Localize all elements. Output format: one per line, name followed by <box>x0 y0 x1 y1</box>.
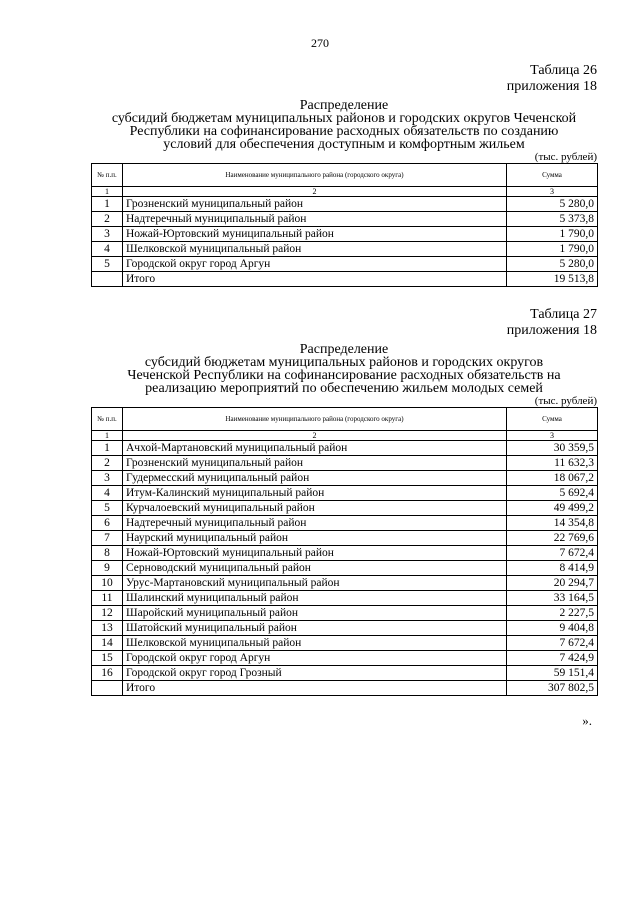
table-26 <box>91 163 598 287</box>
row-number: 10 <box>92 576 123 591</box>
table-row <box>92 197 598 212</box>
row-sum: 33 164,5 <box>507 591 598 606</box>
table-row <box>92 636 598 651</box>
row-number: 14 <box>92 636 123 651</box>
row-sum: 59 151,4 <box>507 666 598 681</box>
row-number: 16 <box>92 666 123 681</box>
table-27-label: Таблица 27 <box>530 307 597 322</box>
row-sum: 5 373,8 <box>507 212 598 227</box>
row-name: Надтеречный муниципальный район <box>123 212 507 227</box>
total-row <box>92 681 598 696</box>
table-27-title: Распределение <box>299 342 389 357</box>
table-row <box>92 242 598 257</box>
header-name: Наименование муниципального района (городского округа) <box>123 408 507 431</box>
table-27-subtitle-2: Чеченской Республики на софинансирование расходных обязательств на <box>127 368 561 383</box>
row-number: 12 <box>92 606 123 621</box>
index-cell: 2 <box>123 187 507 197</box>
row-number: 6 <box>92 516 123 531</box>
table-27-units: (тыс. рублей) <box>534 395 597 407</box>
row-sum: 7 672,4 <box>507 636 598 651</box>
header-number: № п.п. <box>92 164 123 187</box>
table-row <box>92 621 598 636</box>
table-row <box>92 576 598 591</box>
table-27 <box>91 407 598 696</box>
index-cell: 1 <box>92 187 123 197</box>
row-name: Городской округ город Грозный <box>123 666 507 681</box>
closing-quote-mark: ». <box>582 713 592 728</box>
table-row <box>92 456 598 471</box>
row-number: 3 <box>92 227 123 242</box>
row-sum: 1 790,0 <box>507 242 598 257</box>
index-cell: 2 <box>123 431 507 441</box>
row-name: Ачхой-Мартановский муниципальный район <box>123 441 507 456</box>
column-index-row <box>92 187 598 197</box>
table-27-subtitle-3: реализацию мероприятий по обеспечению жильем молодых семей <box>145 381 543 396</box>
row-name: Серноводский муниципальный район <box>123 561 507 576</box>
header-number: № п.п. <box>92 408 123 431</box>
table-header-row <box>92 408 598 431</box>
row-sum: 1 790,0 <box>507 227 598 242</box>
table-row <box>92 516 598 531</box>
row-number: 5 <box>92 257 123 272</box>
row-number: 7 <box>92 531 123 546</box>
table-row <box>92 546 598 561</box>
row-name: Грозненский муниципальный район <box>123 197 507 212</box>
row-name: Городской округ город Аргун <box>123 651 507 666</box>
row-name: Ножай-Юртовский муниципальный район <box>123 546 507 561</box>
row-name: Наурский муниципальный район <box>123 531 507 546</box>
table-27-block <box>91 307 597 696</box>
row-sum: 49 499,2 <box>507 501 598 516</box>
row-sum: 5 692,4 <box>507 486 598 501</box>
row-number: 4 <box>92 486 123 501</box>
row-name: Курчалоевский муниципальный район <box>123 501 507 516</box>
row-sum: 18 067,2 <box>507 471 598 486</box>
table-27-subtitle-1: субсидий бюджетам муниципальных районов и городских округов <box>144 355 544 370</box>
row-name: Надтеречный муниципальный район <box>123 516 507 531</box>
table-row <box>92 227 598 242</box>
row-number: 4 <box>92 242 123 257</box>
row-number: 8 <box>92 546 123 561</box>
row-name: Шелковской муниципальный район <box>123 242 507 257</box>
row-number: 3 <box>92 471 123 486</box>
row-sum: 11 632,3 <box>507 456 598 471</box>
table-row <box>92 441 598 456</box>
row-sum: 7 424,9 <box>507 651 598 666</box>
row-number: 11 <box>92 591 123 606</box>
row-number: 1 <box>92 197 123 212</box>
row-name: Гудермесский муниципальный район <box>123 471 507 486</box>
row-sum: 9 404,8 <box>507 621 598 636</box>
table-26-appendix: приложения 18 <box>506 79 597 94</box>
row-sum: 7 672,4 <box>507 546 598 561</box>
table-26-title: Распределение <box>299 98 389 113</box>
row-sum: 22 769,6 <box>507 531 598 546</box>
row-number: 2 <box>92 212 123 227</box>
index-cell: 3 <box>507 187 598 197</box>
row-sum: 14 354,8 <box>507 516 598 531</box>
header-sum: Сумма <box>507 408 598 431</box>
table-row <box>92 212 598 227</box>
row-sum: 5 280,0 <box>507 257 598 272</box>
row-sum: 20 294,7 <box>507 576 598 591</box>
row-name: Городской округ город Аргун <box>123 257 507 272</box>
row-sum: 8 414,9 <box>507 561 598 576</box>
row-number: 1 <box>92 441 123 456</box>
column-index-row <box>92 431 598 441</box>
total-number-cell <box>92 272 123 287</box>
page-number: 270 <box>311 36 329 50</box>
row-number: 5 <box>92 501 123 516</box>
header-sum: Сумма <box>507 164 598 187</box>
total-sum: 19 513,8 <box>507 272 598 287</box>
table-26-label: Таблица 26 <box>530 63 597 78</box>
row-name: Ножай-Юртовский муниципальный район <box>123 227 507 242</box>
index-cell: 3 <box>507 431 598 441</box>
total-sum: 307 802,5 <box>507 681 598 696</box>
row-name: Шалинский муниципальный район <box>123 591 507 606</box>
table-row <box>92 486 598 501</box>
row-number: 2 <box>92 456 123 471</box>
table-row <box>92 501 598 516</box>
row-number: 9 <box>92 561 123 576</box>
row-number: 13 <box>92 621 123 636</box>
total-number-cell <box>92 681 123 696</box>
row-sum: 2 227,5 <box>507 606 598 621</box>
table-row <box>92 606 598 621</box>
row-name: Итум-Калинский муниципальный район <box>123 486 507 501</box>
table-27-appendix: приложения 18 <box>506 323 597 338</box>
table-row <box>92 591 598 606</box>
row-name: Грозненский муниципальный район <box>123 456 507 471</box>
table-26-subtitle-3: условий для обеспечения доступным и комфортным жильем <box>163 137 525 152</box>
row-name: Шелковской муниципальный район <box>123 636 507 651</box>
table-26-units: (тыс. рублей) <box>534 151 597 163</box>
table-row <box>92 651 598 666</box>
total-label: Итого <box>123 681 507 696</box>
table-row <box>92 257 598 272</box>
total-label: Итого <box>123 272 507 287</box>
row-sum: 30 359,5 <box>507 441 598 456</box>
index-cell: 1 <box>92 431 123 441</box>
row-number: 15 <box>92 651 123 666</box>
row-name: Урус-Мартановский муниципальный район <box>123 576 507 591</box>
row-name: Шатойский муниципальный район <box>123 621 507 636</box>
table-header-row <box>92 164 598 187</box>
row-sum: 5 280,0 <box>507 197 598 212</box>
header-name: Наименование муниципального района (городского округа) <box>123 164 507 187</box>
table-26-subtitle-2: Республики на софинансирование расходных обязательств по созданию <box>129 124 559 139</box>
total-row <box>92 272 598 287</box>
table-26-block <box>91 63 597 287</box>
row-name: Шаройский муниципальный район <box>123 606 507 621</box>
table-row <box>92 561 598 576</box>
table-row <box>92 471 598 486</box>
table-26-subtitle-1: субсидий бюджетам муниципальных районов и городских округов Чеченской <box>111 111 577 126</box>
table-row <box>92 666 598 681</box>
table-row <box>92 531 598 546</box>
